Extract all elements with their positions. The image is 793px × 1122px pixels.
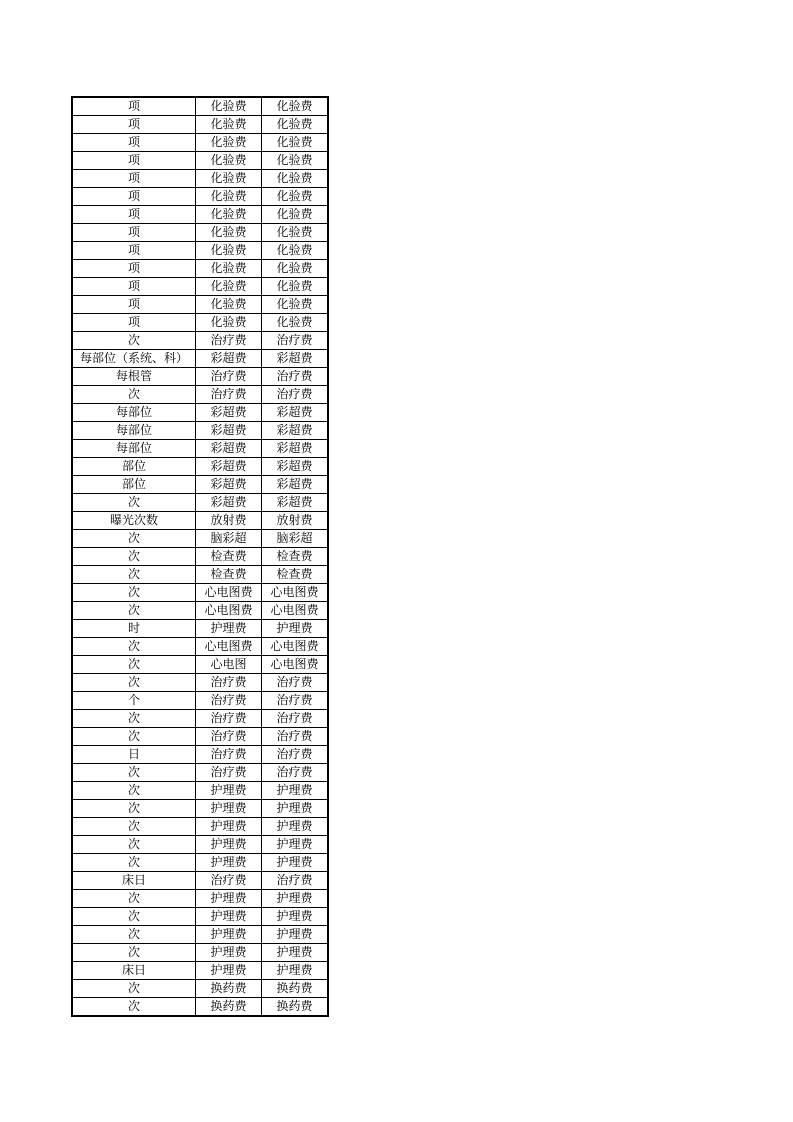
fee-type-cell: 治疗费 — [262, 728, 329, 746]
fee-type-cell: 换药费 — [262, 998, 329, 1017]
unit-cell: 项 — [72, 314, 196, 332]
table-row — [72, 746, 328, 764]
fee-table-body — [72, 97, 328, 1016]
fee-type-cell: 化验费 — [262, 260, 329, 278]
fee-category-cell: 彩超费 — [196, 350, 262, 368]
fee-type-cell: 化验费 — [262, 134, 329, 152]
fee-type-cell: 脑彩超 — [262, 530, 329, 548]
table-row — [72, 782, 328, 800]
fee-type-cell: 护理费 — [262, 908, 329, 926]
table-row — [72, 152, 328, 170]
fee-type-cell: 治疗费 — [262, 674, 329, 692]
table-row — [72, 728, 328, 746]
table-row — [72, 97, 328, 116]
table-row — [72, 332, 328, 350]
table-row — [72, 674, 328, 692]
fee-category-cell: 护理费 — [196, 962, 262, 980]
table-row — [72, 944, 328, 962]
fee-type-cell: 化验费 — [262, 170, 329, 188]
fee-type-cell: 化验费 — [262, 152, 329, 170]
fee-category-cell: 化验费 — [196, 170, 262, 188]
fee-type-cell: 护理费 — [262, 836, 329, 854]
table-row — [72, 602, 328, 620]
table-row — [72, 314, 328, 332]
unit-cell: 次 — [72, 908, 196, 926]
unit-cell: 床日 — [72, 872, 196, 890]
fee-category-cell: 彩超费 — [196, 494, 262, 512]
fee-type-cell: 治疗费 — [262, 710, 329, 728]
unit-cell: 项 — [72, 134, 196, 152]
fee-type-cell: 心电图费 — [262, 584, 329, 602]
fee-type-cell: 化验费 — [262, 224, 329, 242]
fee-category-cell: 护理费 — [196, 620, 262, 638]
fee-type-cell: 彩超费 — [262, 440, 329, 458]
table-row — [72, 584, 328, 602]
fee-category-cell: 化验费 — [196, 152, 262, 170]
fee-category-cell: 治疗费 — [196, 386, 262, 404]
table-row — [72, 926, 328, 944]
fee-type-cell: 换药费 — [262, 980, 329, 998]
fee-category-cell: 检查费 — [196, 566, 262, 584]
fee-category-cell: 治疗费 — [196, 674, 262, 692]
table-row — [72, 458, 328, 476]
unit-cell: 个 — [72, 692, 196, 710]
fee-category-cell: 护理费 — [196, 944, 262, 962]
fee-type-cell: 化验费 — [262, 278, 329, 296]
fee-category-cell: 护理费 — [196, 926, 262, 944]
fee-type-cell: 化验费 — [262, 188, 329, 206]
fee-type-cell: 化验费 — [262, 296, 329, 314]
unit-cell: 次 — [72, 818, 196, 836]
fee-type-cell: 护理费 — [262, 890, 329, 908]
unit-cell: 次 — [72, 548, 196, 566]
fee-category-cell: 化验费 — [196, 242, 262, 260]
table-row — [72, 368, 328, 386]
fee-category-cell: 护理费 — [196, 800, 262, 818]
fee-category-cell: 护理费 — [196, 908, 262, 926]
fee-category-cell: 检查费 — [196, 548, 262, 566]
fee-category-cell: 治疗费 — [196, 746, 262, 764]
fee-category-cell: 护理费 — [196, 890, 262, 908]
table-row — [72, 980, 328, 998]
fee-type-cell: 检查费 — [262, 566, 329, 584]
fee-type-cell: 化验费 — [262, 314, 329, 332]
fee-category-cell: 化验费 — [196, 188, 262, 206]
unit-cell: 每部位 — [72, 440, 196, 458]
unit-cell: 项 — [72, 97, 196, 116]
fee-category-cell: 治疗费 — [196, 332, 262, 350]
fee-category-cell: 护理费 — [196, 854, 262, 872]
unit-cell: 次 — [72, 530, 196, 548]
table-row — [72, 962, 328, 980]
fee-category-cell: 治疗费 — [196, 692, 262, 710]
unit-cell: 曝光次数 — [72, 512, 196, 530]
table-row — [72, 854, 328, 872]
fee-type-cell: 护理费 — [262, 854, 329, 872]
unit-cell: 次 — [72, 836, 196, 854]
fee-table — [71, 96, 329, 1017]
fee-type-cell: 治疗费 — [262, 872, 329, 890]
table-row — [72, 188, 328, 206]
unit-cell: 每部位（系统、科） — [72, 350, 196, 368]
fee-type-cell: 彩超费 — [262, 458, 329, 476]
fee-type-cell: 彩超费 — [262, 404, 329, 422]
fee-category-cell: 心电图费 — [196, 602, 262, 620]
fee-type-cell: 心电图费 — [262, 602, 329, 620]
fee-type-cell: 治疗费 — [262, 368, 329, 386]
fee-type-cell: 化验费 — [262, 116, 329, 134]
unit-cell: 次 — [72, 728, 196, 746]
table-row — [72, 692, 328, 710]
table-row — [72, 116, 328, 134]
unit-cell: 部位 — [72, 476, 196, 494]
fee-type-cell: 治疗费 — [262, 692, 329, 710]
table-row — [72, 530, 328, 548]
table-row — [72, 422, 328, 440]
table-row — [72, 620, 328, 638]
table-row — [72, 548, 328, 566]
table-row — [72, 818, 328, 836]
unit-cell: 次 — [72, 782, 196, 800]
fee-category-cell: 化验费 — [196, 260, 262, 278]
table-row — [72, 890, 328, 908]
fee-type-cell: 检查费 — [262, 548, 329, 566]
fee-type-cell: 彩超费 — [262, 422, 329, 440]
fee-category-cell: 彩超费 — [196, 458, 262, 476]
table-row — [72, 278, 328, 296]
table-row — [72, 656, 328, 674]
table-row — [72, 710, 328, 728]
table-row — [72, 872, 328, 890]
fee-type-cell: 心电图费 — [262, 638, 329, 656]
fee-category-cell: 放射费 — [196, 512, 262, 530]
fee-type-cell: 心电图费 — [262, 656, 329, 674]
unit-cell: 项 — [72, 278, 196, 296]
fee-category-cell: 化验费 — [196, 116, 262, 134]
unit-cell: 次 — [72, 926, 196, 944]
table-row — [72, 242, 328, 260]
table-row — [72, 206, 328, 224]
fee-category-cell: 护理费 — [196, 818, 262, 836]
fee-category-cell: 脑彩超 — [196, 530, 262, 548]
fee-category-cell: 换药费 — [196, 998, 262, 1017]
unit-cell: 项 — [72, 170, 196, 188]
fee-category-cell: 治疗费 — [196, 872, 262, 890]
fee-category-cell: 化验费 — [196, 97, 262, 116]
unit-cell: 次 — [72, 944, 196, 962]
fee-type-cell: 彩超费 — [262, 494, 329, 512]
fee-category-cell: 心电图 — [196, 656, 262, 674]
unit-cell: 次 — [72, 638, 196, 656]
fee-type-cell: 化验费 — [262, 97, 329, 116]
unit-cell: 项 — [72, 296, 196, 314]
table-row — [72, 170, 328, 188]
fee-type-cell: 化验费 — [262, 242, 329, 260]
unit-cell: 次 — [72, 602, 196, 620]
table-row — [72, 386, 328, 404]
fee-type-cell: 护理费 — [262, 620, 329, 638]
unit-cell: 项 — [72, 188, 196, 206]
unit-cell: 次 — [72, 800, 196, 818]
fee-category-cell: 治疗费 — [196, 368, 262, 386]
fee-type-cell: 放射费 — [262, 512, 329, 530]
fee-category-cell: 化验费 — [196, 206, 262, 224]
fee-category-cell: 心电图费 — [196, 584, 262, 602]
fee-type-cell: 治疗费 — [262, 764, 329, 782]
fee-type-cell: 护理费 — [262, 944, 329, 962]
fee-category-cell: 换药费 — [196, 980, 262, 998]
table-row — [72, 566, 328, 584]
fee-type-cell: 护理费 — [262, 962, 329, 980]
fee-category-cell: 化验费 — [196, 134, 262, 152]
unit-cell: 部位 — [72, 458, 196, 476]
table-row — [72, 134, 328, 152]
fee-category-cell: 彩超费 — [196, 422, 262, 440]
fee-category-cell: 化验费 — [196, 224, 262, 242]
fee-type-cell: 治疗费 — [262, 332, 329, 350]
fee-category-cell: 化验费 — [196, 296, 262, 314]
unit-cell: 项 — [72, 116, 196, 134]
table-row — [72, 764, 328, 782]
fee-category-cell: 化验费 — [196, 278, 262, 296]
fee-category-cell: 治疗费 — [196, 728, 262, 746]
table-row — [72, 512, 328, 530]
unit-cell: 每根管 — [72, 368, 196, 386]
unit-cell: 次 — [72, 854, 196, 872]
table-row — [72, 260, 328, 278]
fee-type-cell: 护理费 — [262, 818, 329, 836]
unit-cell: 项 — [72, 206, 196, 224]
fee-category-cell: 彩超费 — [196, 440, 262, 458]
table-row — [72, 638, 328, 656]
unit-cell: 项 — [72, 224, 196, 242]
table-row — [72, 998, 328, 1017]
fee-category-cell: 治疗费 — [196, 764, 262, 782]
table-row — [72, 800, 328, 818]
unit-cell: 次 — [72, 674, 196, 692]
unit-cell: 次 — [72, 764, 196, 782]
unit-cell: 次 — [72, 656, 196, 674]
unit-cell: 次 — [72, 890, 196, 908]
table-row — [72, 404, 328, 422]
unit-cell: 次 — [72, 584, 196, 602]
unit-cell: 床日 — [72, 962, 196, 980]
table-row — [72, 476, 328, 494]
fee-type-cell: 治疗费 — [262, 746, 329, 764]
fee-type-cell: 护理费 — [262, 782, 329, 800]
table-row — [72, 836, 328, 854]
unit-cell: 时 — [72, 620, 196, 638]
unit-cell: 每部位 — [72, 404, 196, 422]
unit-cell: 日 — [72, 746, 196, 764]
fee-type-cell: 护理费 — [262, 800, 329, 818]
fee-category-cell: 彩超费 — [196, 404, 262, 422]
unit-cell: 次 — [72, 386, 196, 404]
unit-cell: 次 — [72, 980, 196, 998]
unit-cell: 项 — [72, 242, 196, 260]
table-row — [72, 908, 328, 926]
fee-type-cell: 护理费 — [262, 926, 329, 944]
unit-cell: 项 — [72, 152, 196, 170]
fee-type-cell: 彩超费 — [262, 350, 329, 368]
table-row — [72, 296, 328, 314]
unit-cell: 每部位 — [72, 422, 196, 440]
fee-category-cell: 心电图费 — [196, 638, 262, 656]
unit-cell: 项 — [72, 260, 196, 278]
fee-category-cell: 化验费 — [196, 314, 262, 332]
unit-cell: 次 — [72, 332, 196, 350]
fee-category-cell: 护理费 — [196, 782, 262, 800]
unit-cell: 次 — [72, 566, 196, 584]
table-row — [72, 350, 328, 368]
fee-type-cell: 治疗费 — [262, 386, 329, 404]
unit-cell: 次 — [72, 998, 196, 1017]
unit-cell: 次 — [72, 494, 196, 512]
table-row — [72, 440, 328, 458]
unit-cell: 次 — [72, 710, 196, 728]
table-row — [72, 494, 328, 512]
table-row — [72, 224, 328, 242]
fee-category-cell: 护理费 — [196, 836, 262, 854]
fee-type-cell: 彩超费 — [262, 476, 329, 494]
fee-type-cell: 化验费 — [262, 206, 329, 224]
fee-category-cell: 治疗费 — [196, 710, 262, 728]
fee-category-cell: 彩超费 — [196, 476, 262, 494]
